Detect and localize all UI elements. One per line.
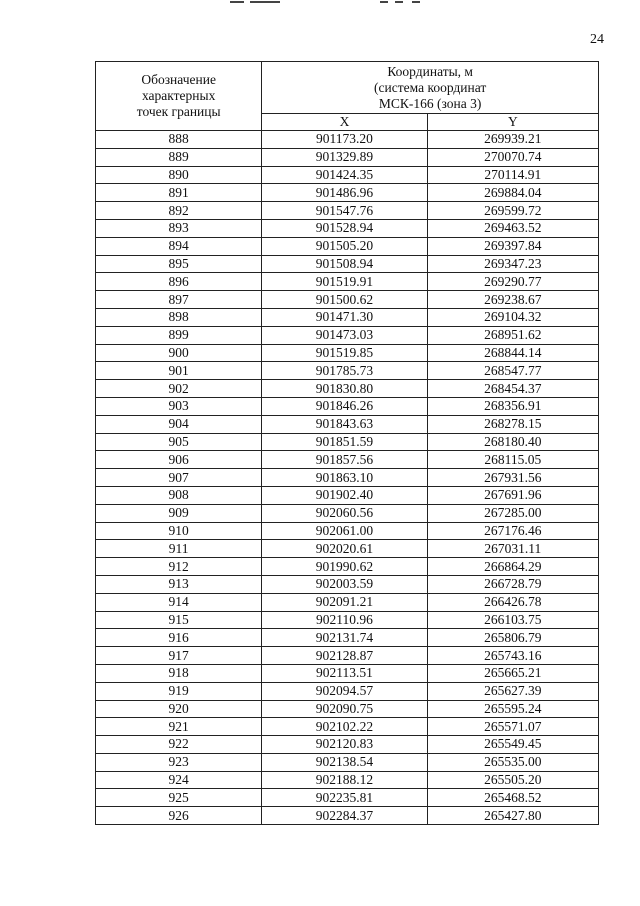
table-body <box>96 131 599 825</box>
cell-y: 266728.79 <box>427 575 598 593</box>
table-row <box>96 344 599 362</box>
cell-point-id: 900 <box>96 344 262 362</box>
table-row <box>96 558 599 576</box>
cell-x: 902110.96 <box>262 611 427 629</box>
header-x: X <box>262 114 427 131</box>
table-row <box>96 593 599 611</box>
cell-y: 268454.37 <box>427 380 598 398</box>
table-row <box>96 326 599 344</box>
cell-x: 901830.80 <box>262 380 427 398</box>
cell-point-id: 908 <box>96 486 262 504</box>
table-row <box>96 451 599 469</box>
cell-y: 268115.05 <box>427 451 598 469</box>
cell-y: 269397.84 <box>427 237 598 255</box>
table-row <box>96 700 599 718</box>
table-row <box>96 202 599 220</box>
cell-x: 901902.40 <box>262 486 427 504</box>
cell-y: 269290.77 <box>427 273 598 291</box>
table-row <box>96 789 599 807</box>
table-row <box>96 362 599 380</box>
cell-point-id: 921 <box>96 718 262 736</box>
table-row <box>96 255 599 273</box>
cell-point-id: 911 <box>96 540 262 558</box>
cell-y: 265468.52 <box>427 789 598 807</box>
cell-point-id: 905 <box>96 433 262 451</box>
cell-y: 265595.24 <box>427 700 598 718</box>
table-row <box>96 486 599 504</box>
cell-y: 265571.07 <box>427 718 598 736</box>
cell-point-id: 890 <box>96 166 262 184</box>
coordinates-table <box>95 61 599 825</box>
cell-x: 901547.76 <box>262 202 427 220</box>
table-row <box>96 575 599 593</box>
cell-y: 265535.00 <box>427 753 598 771</box>
cell-point-id: 904 <box>96 415 262 433</box>
cell-point-id: 906 <box>96 451 262 469</box>
cell-x: 902113.51 <box>262 664 427 682</box>
cell-point-id: 910 <box>96 522 262 540</box>
cell-x: 901424.35 <box>262 166 427 184</box>
cell-point-id: 891 <box>96 184 262 202</box>
table-row <box>96 807 599 825</box>
table-row <box>96 380 599 398</box>
table-row <box>96 753 599 771</box>
cell-x: 901329.89 <box>262 148 427 166</box>
cell-point-id: 909 <box>96 504 262 522</box>
cell-point-id: 896 <box>96 273 262 291</box>
cell-x: 901863.10 <box>262 469 427 487</box>
table-row <box>96 540 599 558</box>
cell-x: 902091.21 <box>262 593 427 611</box>
cell-point-id: 892 <box>96 202 262 220</box>
header-coordinates: Координаты, м (система координат МСК-166 (зона 3) <box>262 62 599 114</box>
cell-y: 267931.56 <box>427 469 598 487</box>
cell-y: 265549.45 <box>427 736 598 754</box>
cell-point-id: 924 <box>96 771 262 789</box>
cell-x: 901519.91 <box>262 273 427 291</box>
cell-x: 902060.56 <box>262 504 427 522</box>
table-row <box>96 664 599 682</box>
cell-x: 901857.56 <box>262 451 427 469</box>
cell-point-id: 926 <box>96 807 262 825</box>
cell-point-id: 895 <box>96 255 262 273</box>
cell-y: 265806.79 <box>427 629 598 647</box>
cell-x: 902120.83 <box>262 736 427 754</box>
cell-y: 268356.91 <box>427 397 598 415</box>
table-row <box>96 308 599 326</box>
table-row <box>96 736 599 754</box>
cell-point-id: 901 <box>96 362 262 380</box>
table-row <box>96 273 599 291</box>
cell-x: 901843.63 <box>262 415 427 433</box>
cell-x: 902003.59 <box>262 575 427 593</box>
cell-y: 268278.15 <box>427 415 598 433</box>
cell-y: 265743.16 <box>427 647 598 665</box>
table-row <box>96 771 599 789</box>
cell-point-id: 907 <box>96 469 262 487</box>
cell-x: 901785.73 <box>262 362 427 380</box>
cell-x: 901528.94 <box>262 219 427 237</box>
cell-point-id: 898 <box>96 308 262 326</box>
table-row <box>96 522 599 540</box>
cell-y: 269347.23 <box>427 255 598 273</box>
cell-y: 269238.67 <box>427 291 598 309</box>
cell-y: 265505.20 <box>427 771 598 789</box>
table-header <box>96 62 599 131</box>
cell-y: 267031.11 <box>427 540 598 558</box>
table-row <box>96 433 599 451</box>
cell-x: 901990.62 <box>262 558 427 576</box>
table-row <box>96 397 599 415</box>
table-row <box>96 415 599 433</box>
cell-x: 902131.74 <box>262 629 427 647</box>
cell-y: 269884.04 <box>427 184 598 202</box>
cell-point-id: 902 <box>96 380 262 398</box>
cell-y: 265665.21 <box>427 664 598 682</box>
cell-point-id: 903 <box>96 397 262 415</box>
cell-point-id: 888 <box>96 131 262 149</box>
cell-x: 902061.00 <box>262 522 427 540</box>
cell-x: 901500.62 <box>262 291 427 309</box>
cell-y: 268844.14 <box>427 344 598 362</box>
table-row <box>96 184 599 202</box>
cell-x: 901851.59 <box>262 433 427 451</box>
table-row <box>96 629 599 647</box>
cell-point-id: 889 <box>96 148 262 166</box>
cell-x: 902020.61 <box>262 540 427 558</box>
cell-point-id: 917 <box>96 647 262 665</box>
cell-x: 902235.81 <box>262 789 427 807</box>
cell-y: 265427.80 <box>427 807 598 825</box>
cell-x: 901505.20 <box>262 237 427 255</box>
cell-point-id: 922 <box>96 736 262 754</box>
table-row <box>96 148 599 166</box>
cell-point-id: 897 <box>96 291 262 309</box>
cell-x: 902090.75 <box>262 700 427 718</box>
cell-y: 267176.46 <box>427 522 598 540</box>
cell-y: 267691.96 <box>427 486 598 504</box>
cell-point-id: 894 <box>96 237 262 255</box>
cell-point-id: 912 <box>96 558 262 576</box>
cell-point-id: 920 <box>96 700 262 718</box>
cell-y: 267285.00 <box>427 504 598 522</box>
cell-x: 902188.12 <box>262 771 427 789</box>
cell-y: 268951.62 <box>427 326 598 344</box>
table-row <box>96 504 599 522</box>
cell-x: 901508.94 <box>262 255 427 273</box>
cell-x: 902128.87 <box>262 647 427 665</box>
cell-point-id: 893 <box>96 219 262 237</box>
cell-y: 270070.74 <box>427 148 598 166</box>
table-row <box>96 237 599 255</box>
page-number: 24 <box>590 32 604 47</box>
table-row <box>96 682 599 700</box>
cell-y: 266426.78 <box>427 593 598 611</box>
cell-y: 269463.52 <box>427 219 598 237</box>
cell-point-id: 913 <box>96 575 262 593</box>
cell-x: 901519.85 <box>262 344 427 362</box>
cell-y: 269599.72 <box>427 202 598 220</box>
cell-x: 901846.26 <box>262 397 427 415</box>
cell-x: 902138.54 <box>262 753 427 771</box>
cell-point-id: 916 <box>96 629 262 647</box>
header-points: Обозначение характерных точек границы <box>96 62 262 131</box>
table-row <box>96 647 599 665</box>
cell-point-id: 919 <box>96 682 262 700</box>
table-row <box>96 718 599 736</box>
cell-x: 901173.20 <box>262 131 427 149</box>
cell-y: 270114.91 <box>427 166 598 184</box>
scan-artifact-marks <box>230 0 430 6</box>
cell-x: 901486.96 <box>262 184 427 202</box>
cell-x: 902094.57 <box>262 682 427 700</box>
cell-y: 268547.77 <box>427 362 598 380</box>
cell-x: 901471.30 <box>262 308 427 326</box>
cell-y: 265627.39 <box>427 682 598 700</box>
table-row <box>96 469 599 487</box>
cell-y: 266103.75 <box>427 611 598 629</box>
cell-point-id: 923 <box>96 753 262 771</box>
cell-y: 269104.32 <box>427 308 598 326</box>
table-row <box>96 219 599 237</box>
cell-x: 901473.03 <box>262 326 427 344</box>
cell-point-id: 915 <box>96 611 262 629</box>
cell-y: 268180.40 <box>427 433 598 451</box>
cell-point-id: 925 <box>96 789 262 807</box>
table-row <box>96 291 599 309</box>
table-row <box>96 611 599 629</box>
cell-x: 902102.22 <box>262 718 427 736</box>
table-row <box>96 166 599 184</box>
cell-x: 902284.37 <box>262 807 427 825</box>
cell-point-id: 918 <box>96 664 262 682</box>
header-y: Y <box>427 114 598 131</box>
cell-point-id: 914 <box>96 593 262 611</box>
table-row <box>96 131 599 149</box>
cell-y: 269939.21 <box>427 131 598 149</box>
cell-y: 266864.29 <box>427 558 598 576</box>
cell-point-id: 899 <box>96 326 262 344</box>
